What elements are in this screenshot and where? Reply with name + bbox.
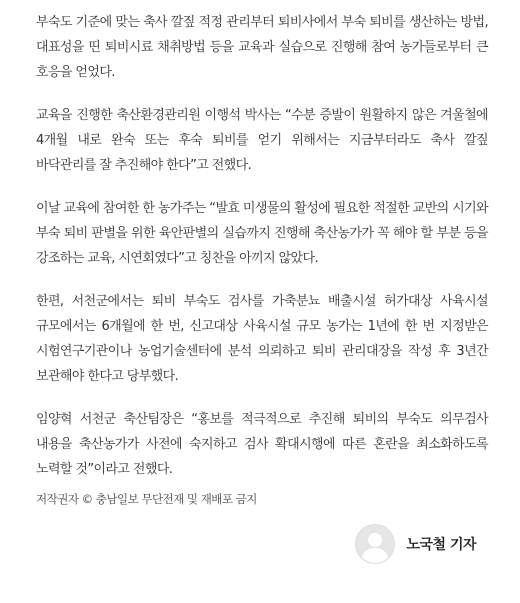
article-body (36, 10, 488, 482)
reporter-name[interactable]: 노국철 기자 (406, 537, 476, 553)
copyright-notice: 저작권자 © 충남일보 무단전재 및 재배포 금지 (36, 492, 257, 506)
article-paragraph: 부숙도 기준에 맞는 축사 깔짚 적정 관리부터 퇴비사에서 부숙 퇴비를 생산하는 방법, 대표성을 띤 퇴비시료 채취방법 등을 교육과 실습으로 진행해 참여 농가들로부터 큰 호응을 얻었다. (36, 15, 488, 80)
article-paragraph: 이날 교육에 참여한 한 농가주는 “발효 미생물의 활성에 필요한 적절한 교반의 시기와 부숙 퇴비 판별을 위한 육안판별의 실습까지 진행해 축산농가가 꼭 해야 할 부분 등을 강조하는 교육, 시연회였다”고 칭찬을 아끼지 않았다. (36, 201, 488, 266)
article-paragraph: 교육을 진행한 축산환경관리원 이행석 박사는 “수분 증발이 원활하지 않은 겨울철에 4개월 내로 완숙 또는 후숙 퇴비를 얻기 위해서는 지금부터라도 축사 깔짚 바닥관리를 잘 추진해야 한다”고 전했다. (36, 108, 488, 173)
article-paragraph: 임양혁 서천군 축산팀장은 “홍보를 적극적으로 추진해 퇴비의 부숙도 의무검사 내용을 축산농가가 사전에 숙지하고 검사 확대시행에 따른 혼란을 최소화하도록 노력할 것”이라고 전했다. (36, 412, 488, 477)
reporter-byline[interactable] (355, 524, 477, 564)
user-avatar-icon (355, 524, 395, 564)
article-paragraph: 한편, 서천군에서는 퇴비 부숙도 검사를 가축분뇨 배출시설 허가대상 사육시설 규모에서는 6개월에 한 번, 신고대상 사육시설 규모 농가는 1년에 한 번 지정받은 시험연구기관이나 농업기술센터에 분석 의뢰하고 퇴비 관리대장을 작성 후 3년간 보관해야 한다고 당부했다. (36, 294, 488, 384)
